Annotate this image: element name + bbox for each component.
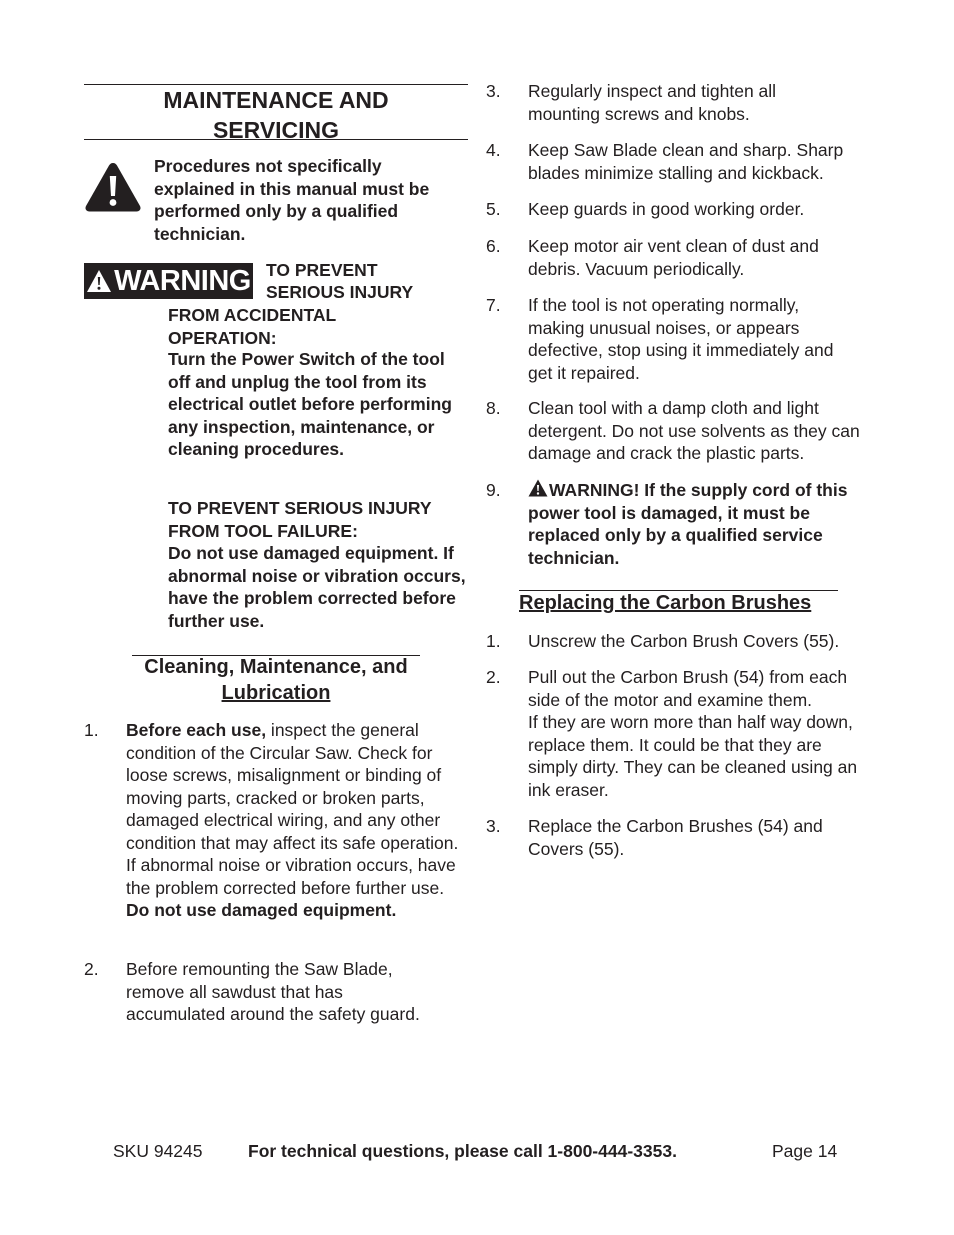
list-item-number: 6. bbox=[486, 236, 501, 256]
warning-head-1: TO PREVENT bbox=[266, 260, 378, 280]
cleaning-heading-line1: Cleaning, Maintenance, and bbox=[144, 656, 408, 678]
page-title-line1: MAINTENANCE AND bbox=[163, 87, 389, 113]
list-item-text: Unscrew the Carbon Brush Covers (55). bbox=[528, 631, 840, 651]
list-item-text: Clean tool with a damp cloth and light detergent. Do not use solvents as they can damage and crack the plastic parts. bbox=[528, 398, 860, 463]
list-item-number: 1. bbox=[486, 631, 501, 651]
page-title bbox=[84, 84, 468, 143]
list-item-number: 2. bbox=[84, 959, 99, 979]
list-item-text: Keep motor air vent clean of dust and debris. Vacuum periodically. bbox=[528, 236, 819, 279]
alert-triangle-icon bbox=[86, 269, 112, 293]
warning-text-2: Do not use damaged equipment. If abnormal noise or vibration occurs, have the problem corrected before further use. bbox=[168, 543, 466, 631]
list-item-number: 1. bbox=[84, 720, 99, 740]
list-item-number: 2. bbox=[486, 667, 501, 687]
list-item-number: 5. bbox=[486, 199, 501, 219]
brushes-heading bbox=[519, 590, 849, 616]
list-item-number: 3. bbox=[486, 81, 501, 101]
list-item-lead: Before each use, bbox=[126, 720, 267, 740]
list-item-body bbox=[528, 666, 874, 801]
list-item-number: 3. bbox=[486, 816, 501, 836]
list-item-text: Keep guards in good working order. bbox=[528, 199, 805, 219]
warning-head-4: TO PREVENT SERIOUS INJURY FROM TOOL FAILURE: bbox=[168, 498, 432, 541]
warning-text-1: Turn the Power Switch of the tool off and unplug the tool from its electrical outlet before performing any inspection, maintenance, or cleaning procedures. bbox=[168, 349, 452, 459]
footer-contact: For technical questions, please call 1-800-444-3353. bbox=[248, 1141, 677, 1161]
brushes-heading-text: Replacing the Carbon Brushes bbox=[519, 592, 812, 614]
page-title-line2: SERVICING bbox=[212, 117, 340, 143]
warning-badge-label: WARNING bbox=[114, 265, 251, 297]
list-item-tail: Do not use damaged equipment. bbox=[126, 900, 397, 920]
cleaning-heading-line2: Lubrication bbox=[221, 682, 331, 704]
warning-badge bbox=[84, 263, 253, 299]
list-item-body bbox=[126, 719, 468, 922]
list-item-text: Before remounting the Saw Blade, remove all sawdust that has accumulated around the safety guard. bbox=[126, 959, 420, 1024]
list-item-number: 7. bbox=[486, 295, 501, 315]
warning-head-3: FROM ACCIDENTAL OPERATION: bbox=[168, 305, 336, 348]
list-item-text-2: If they are worn more than half way down, replace them. It could be that they are simply dirty. They can be cleaned using an ink eraser. bbox=[528, 712, 858, 800]
warning-head-2: SERIOUS INJURY bbox=[266, 282, 414, 302]
list-item-body bbox=[528, 479, 876, 569]
list-item-text: inspect the general condition of the Circular Saw. Check for loose screws, misalignment or binding of moving parts, cracked or broken parts, damaged electrical wiring, and any other condition that may affect its safe operation. If abnormal noise or vibration occurs, have the problem corrected before further use. bbox=[126, 720, 459, 898]
caution-text: Procedures not specifically explained in this manual must be performed only by a qualified technician. bbox=[154, 156, 430, 244]
list-item-text: Keep Saw Blade clean and sharp. Sharp blades minimize stalling and kickback. bbox=[528, 140, 844, 183]
list-item-text: If the tool is not operating normally, making unusual noises, or appears defective, stop using it immediately and get it repaired. bbox=[528, 295, 834, 383]
footer-page-number: Page 14 bbox=[772, 1141, 838, 1161]
list-item-number: 4. bbox=[486, 140, 501, 160]
list-item-text: WARNING! If the supply cord of this power tool is damaged, it must be replaced only by a qualified service technician. bbox=[528, 480, 848, 568]
list-item-text: Pull out the Carbon Brush (54) from each side of the motor and examine them. bbox=[528, 667, 848, 710]
exclamation-triangle-icon bbox=[84, 161, 142, 218]
list-item-text: Replace the Carbon Brushes (54) and Covers (55). bbox=[528, 816, 823, 859]
list-item-number: 9. bbox=[486, 480, 501, 500]
footer-sku: SKU 94245 bbox=[113, 1141, 203, 1161]
list-item-text: Regularly inspect and tighten all mounting screws and knobs. bbox=[528, 81, 777, 124]
alert-triangle-icon bbox=[528, 479, 548, 497]
cleaning-heading bbox=[104, 654, 448, 706]
list-item-number: 8. bbox=[486, 398, 501, 418]
